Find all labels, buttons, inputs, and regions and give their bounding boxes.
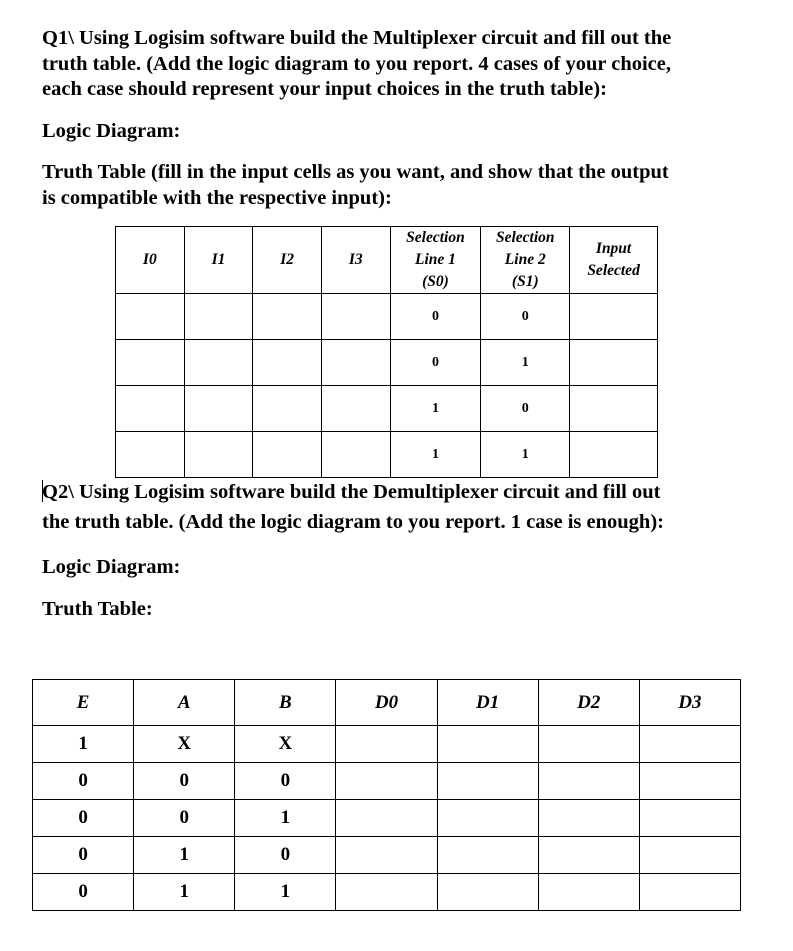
cell-e: 0 bbox=[33, 837, 134, 874]
cell-d2[interactable] bbox=[538, 763, 639, 800]
table-row bbox=[33, 763, 741, 800]
cell-d3[interactable] bbox=[639, 726, 740, 763]
cell-input-selected[interactable] bbox=[570, 340, 658, 386]
cell-d2[interactable] bbox=[538, 800, 639, 837]
cell-i3[interactable] bbox=[321, 432, 390, 478]
mux-truth-table bbox=[115, 226, 658, 478]
cell-i1[interactable] bbox=[184, 432, 253, 478]
q1-logic-diagram-label: Logic Diagram: bbox=[42, 120, 181, 142]
header-d0: D0 bbox=[336, 680, 437, 726]
cell-i3[interactable] bbox=[321, 340, 390, 386]
cell-i2[interactable] bbox=[253, 386, 322, 432]
cell-i3[interactable] bbox=[321, 294, 390, 340]
header-s0 bbox=[390, 227, 481, 294]
cell-s0: 0 bbox=[390, 340, 481, 386]
cell-input-selected[interactable] bbox=[570, 386, 658, 432]
q2-logic-diagram-label: Logic Diagram: bbox=[42, 556, 181, 578]
cell-b: 0 bbox=[235, 763, 336, 800]
cell-i1[interactable] bbox=[184, 294, 253, 340]
header-d3: D3 bbox=[639, 680, 740, 726]
cell-d3[interactable] bbox=[639, 874, 740, 911]
q2-question-line-2: the truth table. (Add the logic diagram to you report. 1 case is enough): bbox=[42, 511, 664, 533]
cell-s1: 0 bbox=[481, 294, 570, 340]
header-s0-line-1: Selection bbox=[406, 229, 465, 247]
header-s1 bbox=[481, 227, 570, 294]
cell-d3[interactable] bbox=[639, 763, 740, 800]
cell-d3[interactable] bbox=[639, 837, 740, 874]
header-i0: I0 bbox=[116, 227, 185, 294]
cell-i0[interactable] bbox=[116, 432, 185, 478]
cell-d0[interactable] bbox=[336, 800, 437, 837]
header-a: A bbox=[134, 680, 235, 726]
cell-e: 1 bbox=[33, 726, 134, 763]
cell-d1[interactable] bbox=[437, 800, 538, 837]
header-e: E bbox=[33, 680, 134, 726]
cell-a: 1 bbox=[134, 837, 235, 874]
header-s0-line-2: Line 1 bbox=[415, 251, 456, 269]
cell-d0[interactable] bbox=[336, 874, 437, 911]
cell-i2[interactable] bbox=[253, 432, 322, 478]
cell-i1[interactable] bbox=[184, 386, 253, 432]
cell-d1[interactable] bbox=[437, 874, 538, 911]
cell-i2[interactable] bbox=[253, 340, 322, 386]
header-s1-line-3: (S1) bbox=[511, 272, 539, 290]
table-row bbox=[33, 726, 741, 763]
table-row bbox=[116, 294, 658, 340]
cell-d1[interactable] bbox=[437, 726, 538, 763]
cell-a: 1 bbox=[134, 874, 235, 911]
table-row bbox=[33, 874, 741, 911]
table-row bbox=[116, 432, 658, 478]
cell-e: 0 bbox=[33, 763, 134, 800]
header-i1: I1 bbox=[184, 227, 253, 294]
cell-i0[interactable] bbox=[116, 386, 185, 432]
q1-truth-table-line-2: is compatible with the respective input): bbox=[42, 187, 392, 209]
q1-question-line-1: Q1\ Using Logisim software build the Multiplexer circuit and fill out the bbox=[42, 27, 672, 49]
cell-s1: 1 bbox=[481, 432, 570, 478]
q1-question-line-3: each case should represent your input choices in the truth table): bbox=[42, 78, 607, 100]
header-i3: I3 bbox=[321, 227, 390, 294]
cell-d3[interactable] bbox=[639, 800, 740, 837]
cell-s0: 0 bbox=[390, 294, 481, 340]
cell-i2[interactable] bbox=[253, 294, 322, 340]
cell-s1: 1 bbox=[481, 340, 570, 386]
table-row bbox=[116, 340, 658, 386]
q1-truth-table-line-1: Truth Table (fill in the input cells as you want, and show that the output bbox=[42, 161, 669, 183]
header-b: B bbox=[235, 680, 336, 726]
header-d1: D1 bbox=[437, 680, 538, 726]
header-out-line-1: Input bbox=[595, 240, 632, 258]
q2-truth-table-label: Truth Table: bbox=[42, 598, 153, 620]
q1-question-line-2: truth table. (Add the logic diagram to you report. 4 cases of your choice, bbox=[42, 53, 671, 75]
q2-question-line-1: Q2\ Using Logisim software build the Demultiplexer circuit and fill out bbox=[42, 481, 661, 503]
header-input-selected bbox=[570, 227, 658, 294]
cell-b: 0 bbox=[235, 837, 336, 874]
cell-d0[interactable] bbox=[336, 726, 437, 763]
cell-d2[interactable] bbox=[538, 874, 639, 911]
cell-d0[interactable] bbox=[336, 763, 437, 800]
cell-d2[interactable] bbox=[538, 837, 639, 874]
cell-a: 0 bbox=[134, 763, 235, 800]
table-row bbox=[33, 800, 741, 837]
header-out-line-2: Selected bbox=[587, 262, 640, 279]
cell-s0: 1 bbox=[390, 386, 481, 432]
cell-input-selected[interactable] bbox=[570, 432, 658, 478]
table-row bbox=[33, 837, 741, 874]
cell-b: 1 bbox=[235, 800, 336, 837]
cell-a: X bbox=[134, 726, 235, 763]
cell-d1[interactable] bbox=[437, 763, 538, 800]
cell-a: 0 bbox=[134, 800, 235, 837]
demux-header-row bbox=[33, 680, 741, 726]
cell-input-selected[interactable] bbox=[570, 294, 658, 340]
header-s1-line-2: Line 2 bbox=[504, 251, 546, 269]
mux-header-row bbox=[116, 227, 658, 294]
cell-s1: 0 bbox=[481, 386, 570, 432]
cell-e: 0 bbox=[33, 874, 134, 911]
cell-i3[interactable] bbox=[321, 386, 390, 432]
cell-i1[interactable] bbox=[184, 340, 253, 386]
header-i2: I2 bbox=[253, 227, 322, 294]
header-s0-line-3: (S0) bbox=[422, 272, 449, 290]
cell-i0[interactable] bbox=[116, 340, 185, 386]
header-d2: D2 bbox=[538, 680, 639, 726]
cell-b: 1 bbox=[235, 874, 336, 911]
demux-truth-table bbox=[32, 679, 741, 911]
cell-d2[interactable] bbox=[538, 726, 639, 763]
cell-e: 0 bbox=[33, 800, 134, 837]
cell-b: X bbox=[235, 726, 336, 763]
cell-i0[interactable] bbox=[116, 294, 185, 340]
cell-d0[interactable] bbox=[336, 837, 437, 874]
header-s1-line-1: Selection bbox=[495, 229, 555, 247]
cell-d1[interactable] bbox=[437, 837, 538, 874]
cell-s0: 1 bbox=[390, 432, 481, 478]
table-row bbox=[116, 386, 658, 432]
